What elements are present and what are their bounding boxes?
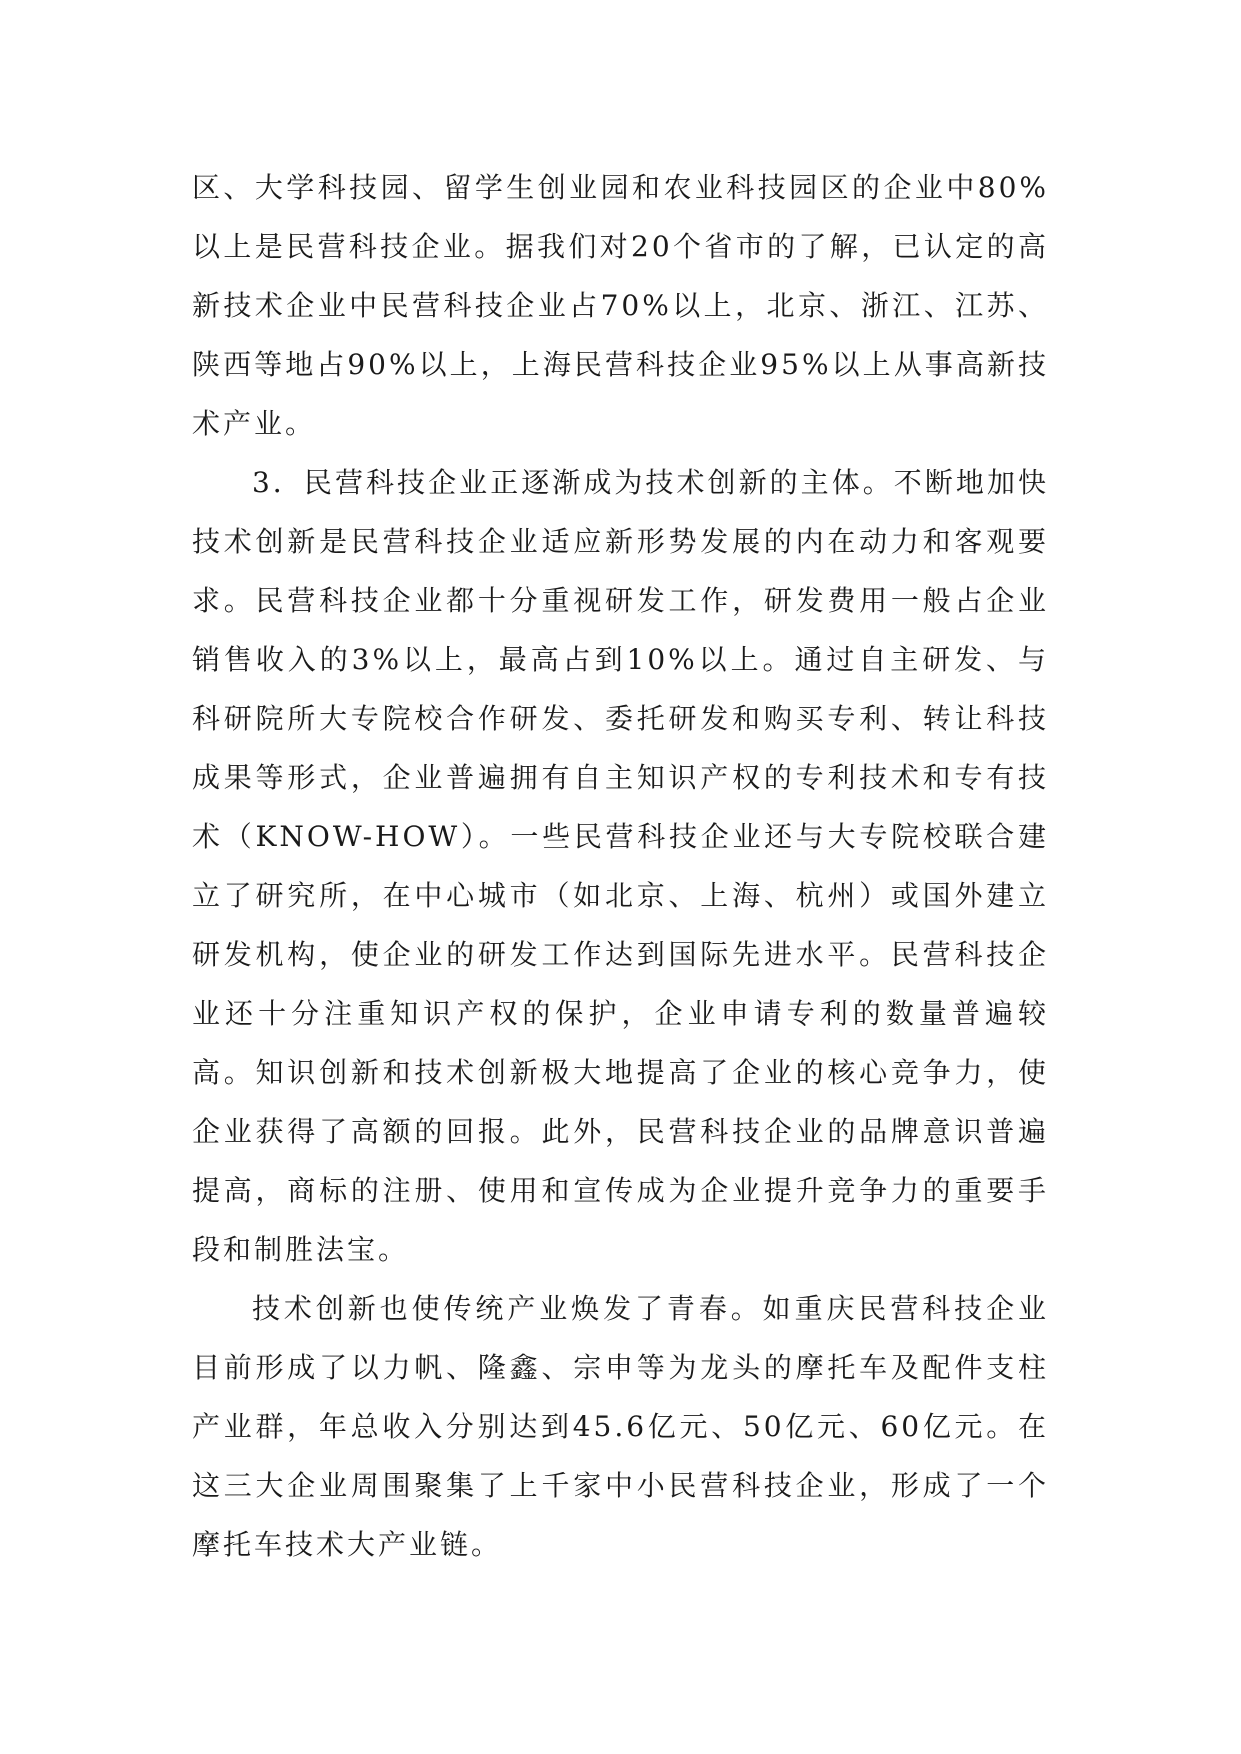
body-text <box>192 158 1049 1574</box>
paragraph-traditional-industry: 技术创新也使传统产业焕发了青春。如重庆民营科技企业目前形成了以力帆、隆鑫、宗申等为龙头的摩托车及配件支柱产业群，年总收入分别达到45.6亿元、50亿元、60亿元。在这三大企业周围聚集了上千家中小民营科技企业，形成了一个摩托车技术大产业链。 <box>192 1292 1049 1561</box>
paragraph-section-3: 3．民营科技企业正逐渐成为技术创新的主体。不断地加快技术创新是民营科技企业适应新形势发展的内在动力和客观要求。民营科技企业都十分重视研发工作，研发费用一般占企业销售收入的3%以上，最高占到10%以上。通过自主研发、与科研院所大专院校合作研发、委托研发和购买专利、转让科技成果等形式，企业普遍拥有自主知识产权的专利技术和专有技术（KNOW-HOW）。一些民营科技企业还与大专院校联合建立了研究所，在中心城市（如北京、上海、杭州）或国外建立研发机构，使企业的研发工作达到国际先进水平。民营科技企业还十分注重知识产权的保护，企业申请专利的数量普遍较高。知识创新和技术创新极大地提高了企业的核心竞争力，使企业获得了高额的回报。此外，民营科技企业的品牌意识普遍提高，商标的注册、使用和宣传成为企业提升竞争力的重要手段和制胜法宝。 <box>192 466 1049 1266</box>
paragraph-continued: 区、大学科技园、留学生创业园和农业科技园区的企业中80%以上是民营科技企业。据我们对20个省市的了解，已认定的高新技术企业中民营科技企业占70%以上，北京、浙江、江苏、陕西等地占90%以上，上海民营科技企业95%以上从事高新技术产业。 <box>192 171 1049 440</box>
